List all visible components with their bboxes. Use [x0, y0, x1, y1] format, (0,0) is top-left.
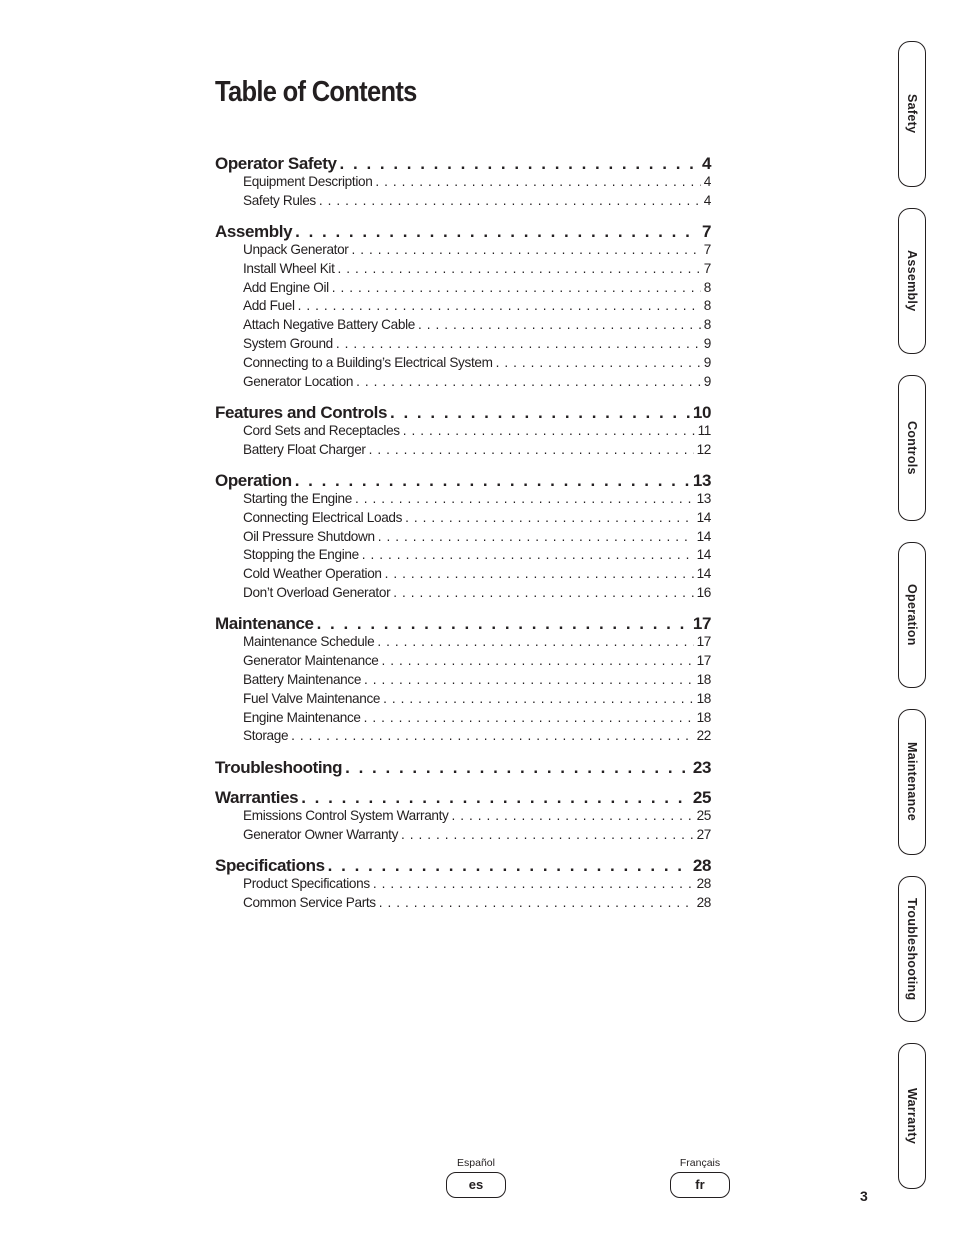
entry-label: Install Wheel Kit [243, 260, 335, 276]
entry-page: 9 [703, 354, 711, 370]
dot-leader [355, 491, 694, 506]
entry-label: Safety Rules [243, 192, 316, 208]
tab-label: Maintenance [905, 742, 919, 822]
language-label: Français [679, 1157, 721, 1169]
entry-page: 18 [696, 709, 711, 725]
tab-controls[interactable] [898, 375, 926, 521]
dot-leader [393, 585, 693, 600]
dot-leader [364, 710, 694, 725]
entry-page: 18 [696, 671, 711, 687]
entry-label: Emissions Control System Warranty [243, 808, 449, 824]
toc-entry[interactable] [215, 876, 711, 895]
tab-label: Operation [905, 584, 919, 646]
dot-leader [291, 728, 693, 743]
entry-label: Generator Location [243, 373, 354, 389]
entry-label: Cord Sets and Receptacles [243, 422, 400, 438]
entry-label: Maintenance Schedule [243, 634, 375, 650]
entry-label: Troubleshooting [215, 757, 343, 777]
toc-entry[interactable] [215, 442, 711, 461]
entry-page: 28 [696, 895, 711, 911]
dot-leader [340, 154, 699, 174]
entry-label: Attach Negative Battery Cable [243, 317, 415, 333]
dot-leader [496, 355, 701, 370]
toc-entry[interactable] [215, 710, 711, 729]
entry-page: 17 [692, 614, 711, 634]
entry-page: 17 [696, 634, 711, 650]
toc-entry[interactable] [215, 653, 711, 672]
toc-entry[interactable] [215, 261, 711, 280]
entry-page: 9 [703, 373, 711, 389]
entry-label: Battery Maintenance [243, 671, 362, 687]
toc-section [215, 154, 711, 212]
toc-heading[interactable] [215, 788, 711, 808]
dot-leader [418, 317, 701, 332]
toc-entry[interactable] [215, 547, 711, 566]
entry-page: 14 [696, 509, 711, 525]
toc-section [215, 614, 711, 747]
entry-page: 12 [696, 441, 711, 457]
toc-section [215, 471, 711, 604]
dot-leader [328, 856, 690, 876]
entry-page: 22 [696, 728, 711, 744]
spanish-button[interactable]: es [446, 1172, 506, 1198]
entry-label: Stopping the Engine [243, 547, 359, 563]
entry-page: 16 [696, 585, 711, 601]
toc-entry[interactable] [215, 280, 711, 299]
entry-label: Add Fuel [243, 298, 295, 314]
dot-leader [452, 808, 694, 823]
toc-entry[interactable] [215, 529, 711, 548]
dot-leader [332, 280, 701, 295]
dot-leader [356, 374, 701, 389]
toc-entry[interactable] [215, 242, 711, 261]
entry-label: Generator Maintenance [243, 653, 379, 669]
tab-label: Troubleshooting [905, 897, 919, 1001]
entry-label: Don’t Overload Generator [243, 585, 391, 601]
toc-entry[interactable] [215, 193, 711, 212]
dot-leader [295, 222, 699, 242]
entry-page: 7 [703, 260, 711, 276]
dot-leader [378, 529, 694, 544]
entry-page: 18 [696, 690, 711, 706]
table-of-contents [215, 154, 711, 924]
toc-heading[interactable] [215, 856, 711, 876]
tab-label: Warranty [905, 1087, 919, 1145]
tab-troubleshooting[interactable] [898, 876, 926, 1022]
page-title: Table of Contents [215, 76, 417, 108]
toc-heading[interactable] [215, 222, 711, 242]
toc-entry[interactable] [215, 808, 711, 827]
entry-label: Equipment Description [243, 174, 373, 189]
entry-page: 4 [703, 192, 711, 208]
dot-leader [369, 442, 694, 457]
dot-leader [317, 614, 690, 634]
toc-entry[interactable] [215, 423, 711, 442]
toc-heading[interactable] [215, 403, 711, 423]
page-number: 3 [860, 1188, 868, 1204]
language-label: Español [457, 1157, 495, 1169]
entry-label: Oil Pressure Shutdown [243, 528, 375, 544]
tab-warranty[interactable] [898, 1043, 926, 1189]
tab-assembly[interactable] [898, 208, 926, 354]
entry-label: Specifications [215, 856, 325, 876]
entry-label: Product Specifications [243, 876, 370, 892]
entry-page: 14 [696, 547, 711, 563]
tab-operation[interactable] [898, 542, 926, 688]
dot-leader [345, 758, 690, 778]
dot-leader [383, 691, 693, 706]
entry-page: 7 [701, 222, 711, 242]
entry-page: 11 [697, 422, 711, 438]
entry-page: 14 [696, 528, 711, 544]
dot-leader [381, 653, 693, 668]
entry-page: 9 [703, 336, 711, 352]
entry-page: 28 [692, 856, 711, 876]
toc-section [215, 856, 711, 914]
entry-label: Operator Safety [215, 154, 337, 173]
tab-label: Assembly [905, 250, 919, 312]
entry-page: 13 [696, 491, 711, 507]
toc-entry[interactable] [215, 336, 711, 355]
toc-heading[interactable] [215, 154, 711, 174]
toc-entry[interactable] [215, 355, 711, 374]
toc-entry[interactable] [215, 174, 711, 193]
entry-label: Connecting to a Building’s Electrical System [243, 354, 493, 370]
toc-entry[interactable] [215, 317, 711, 336]
entry-page: 8 [703, 279, 711, 295]
entry-label: Engine Maintenance [243, 709, 361, 725]
toc-entry[interactable] [215, 566, 711, 585]
dot-leader [401, 827, 694, 842]
toc-entry[interactable] [215, 374, 711, 393]
toc-section [215, 788, 711, 846]
toc-entry[interactable] [215, 510, 711, 529]
dot-leader [301, 788, 690, 808]
entry-page: 4 [703, 174, 711, 189]
entry-page: 13 [692, 471, 711, 491]
entry-page: 8 [703, 298, 711, 314]
entry-page: 14 [696, 566, 711, 582]
entry-page: 23 [692, 757, 711, 777]
dot-leader [373, 876, 694, 891]
entry-page: 27 [696, 826, 711, 842]
entry-page: 10 [692, 402, 711, 422]
entry-label: Connecting Electrical Loads [243, 509, 403, 525]
dot-leader [377, 634, 693, 649]
language-spanish [446, 1157, 506, 1198]
toc-entry[interactable] [215, 672, 711, 691]
toc-heading[interactable] [215, 614, 711, 634]
toc-entry[interactable] [215, 298, 711, 317]
toc-entry[interactable] [215, 728, 711, 747]
entry-label: Assembly [215, 222, 293, 242]
entry-page: 17 [696, 653, 711, 669]
dot-leader [390, 403, 690, 423]
entry-page: 25 [696, 808, 711, 824]
entry-label: Fuel Valve Maintenance [243, 690, 381, 706]
tab-label: Safety [905, 94, 919, 134]
toc-section [215, 403, 711, 461]
tab-maintenance[interactable] [898, 709, 926, 855]
entry-label: Common Service Parts [243, 895, 376, 911]
entry-label: Cold Weather Operation [243, 566, 382, 582]
dot-leader [338, 261, 701, 276]
entry-label: Operation [215, 471, 292, 491]
entry-label: Starting the Engine [243, 491, 352, 507]
dot-leader [351, 242, 700, 257]
dot-leader [295, 471, 690, 491]
entry-label: Warranties [215, 788, 299, 808]
tab-safety[interactable] [898, 41, 926, 187]
entry-page: 8 [703, 317, 711, 333]
entry-label: Add Engine Oil [243, 279, 329, 295]
entry-label: Features and Controls [215, 402, 388, 422]
dot-leader [319, 193, 701, 208]
tab-label: Controls [905, 421, 919, 475]
toc-entry[interactable] [215, 634, 711, 653]
toc-heading[interactable] [215, 471, 711, 491]
entry-label: Maintenance [215, 614, 314, 634]
toc-entry[interactable] [215, 585, 711, 604]
entry-label: Generator Owner Warranty [243, 826, 399, 842]
toc-entry[interactable] [215, 491, 711, 510]
dot-leader [385, 566, 694, 581]
dot-leader [375, 174, 700, 189]
dot-leader [379, 895, 694, 910]
french-button[interactable]: fr [670, 1172, 730, 1198]
toc-section [215, 222, 711, 392]
entry-page: 28 [696, 876, 711, 892]
toc-entry[interactable] [215, 827, 711, 846]
entry-page: 7 [703, 242, 711, 258]
entry-page: 25 [692, 788, 711, 808]
entry-page: 4 [701, 154, 711, 173]
entry-label: Unpack Generator [243, 242, 349, 258]
toc-entry[interactable] [215, 895, 711, 914]
dot-leader [362, 547, 694, 562]
dot-leader [405, 510, 694, 525]
toc-heading[interactable] [215, 758, 711, 778]
language-french [670, 1157, 730, 1198]
entry-label: Battery Float Charger [243, 441, 366, 457]
toc-section [215, 758, 711, 778]
entry-label: Storage [243, 728, 289, 744]
toc-entry[interactable] [215, 691, 711, 710]
entry-label: System Ground [243, 336, 333, 352]
dot-leader [336, 336, 701, 351]
dot-leader [403, 423, 695, 438]
dot-leader [298, 298, 701, 313]
dot-leader [364, 672, 694, 687]
